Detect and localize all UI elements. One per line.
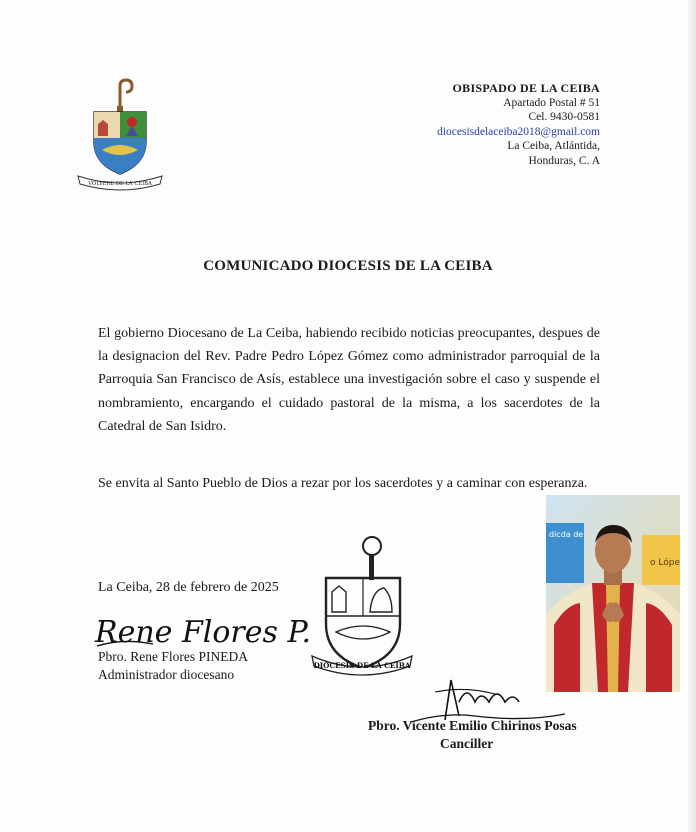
page-edge xyxy=(688,0,696,832)
paragraph-2: Se envita al Santo Pueblo de Dios a rezar por los sacerdotes y a caminar con esperanza. xyxy=(98,476,588,491)
signer-1-role: Administrador diocesano xyxy=(98,667,235,682)
signer-2-name: Pbro. Vicente Emilio Chirinos Posas xyxy=(368,718,577,733)
country-line: Honduras, C. A xyxy=(528,154,600,167)
document-date: La Ceiba, 28 de febrero de 2025 xyxy=(98,580,279,595)
postal-box: Apartado Postal # 51 xyxy=(503,96,600,109)
signature-text: Rene Flores P. xyxy=(95,615,312,650)
email-link[interactable]: diocesisdelaceiba2018@gmail.com xyxy=(437,125,600,138)
phone-number: Cel. 9430-0581 xyxy=(528,111,600,124)
signer-2-role: Canciller xyxy=(440,736,494,751)
letterhead-address xyxy=(437,81,600,169)
seal-text: DIOCESIS DE LA CEIBA xyxy=(313,661,411,670)
signer-1-name: Pbro. Rene Flores PINEDA xyxy=(98,649,248,664)
motto-text: VOLVERE DE LA CEIBA xyxy=(88,181,152,187)
diocese-coat-of-arms xyxy=(76,78,164,196)
document-title: COMUNICADO DIOCESIS DE LA CEIBA xyxy=(203,258,493,274)
priest-photo xyxy=(546,495,680,692)
signer-1 xyxy=(98,648,248,684)
banner-text-2: o Lópe xyxy=(650,558,680,568)
organization-name: OBISPADO DE LA CEIBA xyxy=(452,81,600,95)
paragraph-1: El gobierno Diocesano de La Ceiba, habiendo recibido noticias preocupantes, despues de la designacion del Rev. Padre Pedro López Gómez como administrador parroquial de la Parroquia San Francisco de Asís, establece una investigación sobre el caso y suspende el nombramiento, encargando el cuidado pastoral de la misma, a los sacerdotes de la Catedral de San Isidro. xyxy=(98,326,600,434)
signer-2 xyxy=(368,717,577,753)
city-line: La Ceiba, Atlántida, xyxy=(507,140,600,153)
banner-text-1: dicda de xyxy=(549,530,584,539)
diocese-seal-stamp xyxy=(312,532,412,682)
